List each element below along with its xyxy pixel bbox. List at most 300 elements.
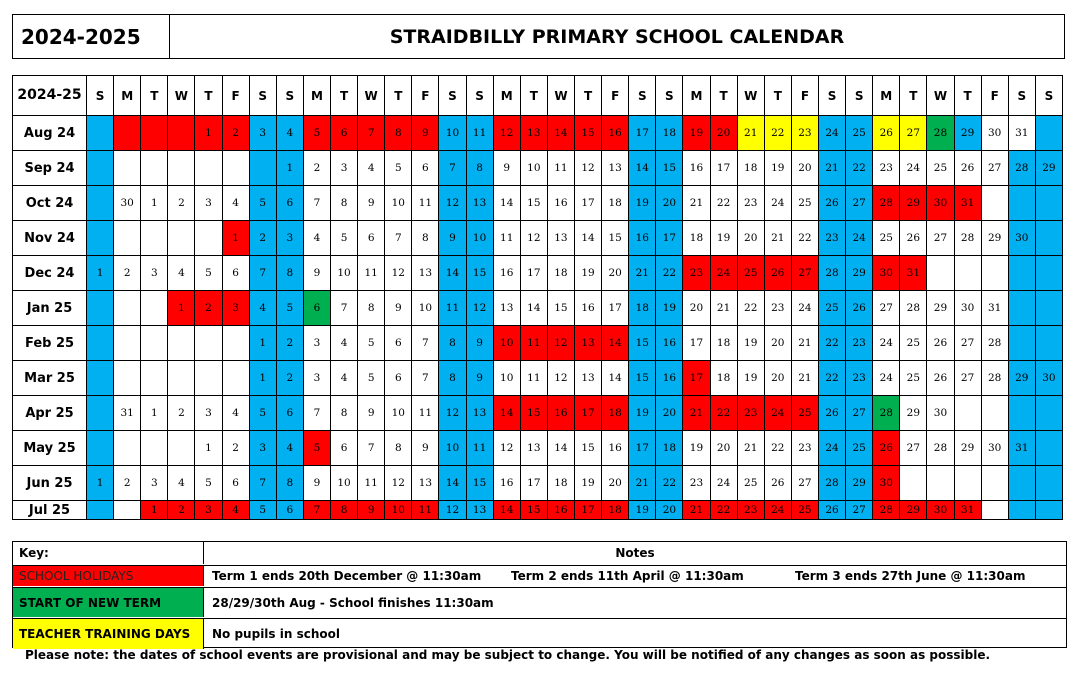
day-cell: 24	[764, 396, 791, 431]
day-cell: 15	[575, 116, 602, 151]
day-cell: 6	[358, 221, 385, 256]
day-cell: 27	[954, 326, 981, 361]
day-cell: 17	[575, 396, 602, 431]
day-cell: 2	[168, 396, 195, 431]
day-cell: 16	[493, 466, 520, 501]
day-header: S	[466, 76, 493, 116]
day-header: S	[249, 76, 276, 116]
day-cell	[87, 501, 114, 520]
day-cell: 25	[791, 501, 818, 520]
day-cell: 29	[1008, 361, 1035, 396]
day-cell: 4	[331, 361, 358, 396]
day-cell: 10	[520, 151, 547, 186]
day-cell: 31	[1008, 431, 1035, 466]
day-cell: 19	[656, 291, 683, 326]
day-cell: 3	[276, 221, 303, 256]
day-cell: 18	[710, 326, 737, 361]
day-cell: 28	[818, 256, 845, 291]
day-cell: 29	[900, 501, 927, 520]
day-cell: 16	[547, 186, 574, 221]
day-cell: 12	[547, 326, 574, 361]
day-cell: 1	[87, 256, 114, 291]
day-cell: 9	[358, 501, 385, 520]
day-cell: 2	[168, 186, 195, 221]
day-cell: 27	[927, 221, 954, 256]
day-cell: 19	[737, 326, 764, 361]
day-cell: 22	[818, 326, 845, 361]
day-header: M	[303, 76, 330, 116]
day-cell: 9	[385, 291, 412, 326]
day-cell: 26	[900, 221, 927, 256]
day-header: T	[385, 76, 412, 116]
day-cell: 28	[927, 116, 954, 151]
day-cell: 9	[358, 186, 385, 221]
day-cell: 23	[737, 396, 764, 431]
day-cell	[1035, 116, 1062, 151]
day-cell: 19	[737, 361, 764, 396]
day-cell: 17	[602, 291, 629, 326]
day-cell: 20	[710, 116, 737, 151]
day-cell: 26	[818, 501, 845, 520]
day-cell: 22	[737, 291, 764, 326]
day-cell: 9	[303, 256, 330, 291]
day-cell: 31	[981, 291, 1008, 326]
key-title: Key:	[13, 542, 204, 564]
day-cell: 7	[303, 396, 330, 431]
day-cell: 7	[439, 151, 466, 186]
day-cell: 7	[412, 361, 439, 396]
day-cell: 6	[222, 466, 249, 501]
day-cell: 23	[737, 186, 764, 221]
day-cell	[114, 116, 141, 151]
day-cell: 12	[520, 221, 547, 256]
day-cell: 27	[954, 361, 981, 396]
day-cell: 4	[358, 151, 385, 186]
month-row	[13, 151, 1063, 186]
day-cell: 28	[900, 291, 927, 326]
day-cell: 16	[493, 256, 520, 291]
day-cell: 27	[900, 431, 927, 466]
day-cell: 21	[791, 326, 818, 361]
day-cell: 13	[466, 501, 493, 520]
day-cell	[1035, 221, 1062, 256]
day-header: W	[168, 76, 195, 116]
day-cell: 13	[547, 221, 574, 256]
day-cell: 27	[791, 256, 818, 291]
day-cell: 24	[764, 186, 791, 221]
day-cell: 19	[764, 151, 791, 186]
day-cell: 18	[602, 501, 629, 520]
day-cell: 13	[575, 326, 602, 361]
day-cell: 7	[249, 256, 276, 291]
day-cell: 29	[927, 291, 954, 326]
day-cell: 20	[656, 396, 683, 431]
note-term-2: Term 2 ends 11th April @ 11:30am	[511, 569, 744, 583]
day-cell: 2	[168, 501, 195, 520]
day-cell	[168, 361, 195, 396]
day-cell	[141, 431, 168, 466]
day-cell: 20	[710, 431, 737, 466]
day-cell: 28	[873, 501, 900, 520]
day-cell	[1035, 186, 1062, 221]
month-row	[13, 186, 1063, 221]
month-row	[13, 396, 1063, 431]
day-cell: 7	[331, 291, 358, 326]
day-cell: 11	[358, 256, 385, 291]
day-cell: 12	[493, 116, 520, 151]
day-cell: 30	[927, 501, 954, 520]
day-cell: 28	[981, 361, 1008, 396]
day-cell: 16	[602, 116, 629, 151]
day-cell: 4	[276, 431, 303, 466]
calendar-corner-label: 2024-25	[13, 76, 87, 116]
day-cell: 29	[954, 431, 981, 466]
day-cell: 5	[358, 326, 385, 361]
month-row	[13, 361, 1063, 396]
day-cell: 2	[249, 221, 276, 256]
day-cell: 21	[683, 501, 710, 520]
day-cell	[87, 151, 114, 186]
month-label: Mar 25	[13, 361, 87, 396]
day-cell: 4	[168, 256, 195, 291]
day-cell: 10	[331, 466, 358, 501]
day-cell: 11	[547, 151, 574, 186]
day-cell: 19	[575, 256, 602, 291]
day-cell: 25	[900, 326, 927, 361]
day-cell: 14	[547, 431, 574, 466]
day-cell: 11	[439, 291, 466, 326]
day-header: T	[195, 76, 222, 116]
day-cell: 24	[818, 116, 845, 151]
day-cell	[87, 116, 114, 151]
day-cell	[954, 396, 981, 431]
day-cell: 7	[303, 186, 330, 221]
day-cell: 5	[331, 221, 358, 256]
day-cell	[981, 396, 1008, 431]
day-cell	[981, 256, 1008, 291]
day-cell: 24	[873, 326, 900, 361]
day-cell: 22	[710, 396, 737, 431]
day-cell: 3	[303, 326, 330, 361]
day-cell: 4	[331, 326, 358, 361]
day-cell: 22	[764, 116, 791, 151]
day-cell: 28	[1008, 151, 1035, 186]
day-cell	[1035, 291, 1062, 326]
day-cell: 2	[114, 466, 141, 501]
day-cell: 8	[385, 116, 412, 151]
day-cell: 22	[656, 256, 683, 291]
day-cell: 16	[656, 326, 683, 361]
day-cell: 18	[629, 291, 656, 326]
day-cell	[249, 151, 276, 186]
day-cell: 14	[547, 116, 574, 151]
day-cell	[141, 361, 168, 396]
day-cell: 13	[466, 186, 493, 221]
day-cell: 10	[466, 221, 493, 256]
day-cell: 7	[385, 221, 412, 256]
day-cell	[1008, 326, 1035, 361]
day-cell: 26	[818, 186, 845, 221]
day-cell: 10	[412, 291, 439, 326]
month-row	[13, 291, 1063, 326]
day-cell	[900, 466, 927, 501]
month-label: Dec 24	[13, 256, 87, 291]
day-cell	[954, 256, 981, 291]
day-cell: 6	[222, 256, 249, 291]
day-cell: 3	[195, 501, 222, 520]
day-cell: 21	[710, 291, 737, 326]
day-cell: 6	[303, 291, 330, 326]
day-cell: 25	[791, 396, 818, 431]
day-header: S	[439, 76, 466, 116]
day-cell: 23	[846, 361, 873, 396]
day-cell: 28	[981, 326, 1008, 361]
day-cell: 10	[331, 256, 358, 291]
day-cell: 27	[846, 186, 873, 221]
day-cell: 25	[900, 361, 927, 396]
day-header: F	[602, 76, 629, 116]
day-cell: 15	[602, 221, 629, 256]
note-training-days: No pupils in school	[212, 627, 340, 641]
day-cell: 14	[439, 466, 466, 501]
key-school-holidays: SCHOOL HOLIDAYS	[13, 566, 204, 586]
day-cell: 17	[683, 361, 710, 396]
day-cell: 15	[466, 256, 493, 291]
day-header: S	[629, 76, 656, 116]
day-cell	[114, 501, 141, 520]
month-label: May 25	[13, 431, 87, 466]
day-cell: 20	[656, 186, 683, 221]
day-header: S	[276, 76, 303, 116]
day-cell: 6	[412, 151, 439, 186]
day-cell: 1	[195, 116, 222, 151]
day-cell: 7	[303, 501, 330, 520]
day-cell: 13	[493, 291, 520, 326]
day-header: S	[1035, 76, 1062, 116]
day-cell: 17	[629, 116, 656, 151]
day-cell: 17	[683, 326, 710, 361]
day-cell	[87, 361, 114, 396]
day-cell: 11	[412, 396, 439, 431]
day-cell: 1	[141, 396, 168, 431]
day-cell: 23	[683, 466, 710, 501]
day-cell: 23	[737, 501, 764, 520]
month-label: Feb 25	[13, 326, 87, 361]
day-header: F	[981, 76, 1008, 116]
page-title: STRAIDBILLY PRIMARY SCHOOL CALENDAR	[389, 25, 845, 48]
day-cell: 4	[222, 396, 249, 431]
day-cell: 2	[195, 291, 222, 326]
day-cell	[87, 221, 114, 256]
day-cell	[1035, 396, 1062, 431]
day-cell: 11	[412, 501, 439, 520]
day-cell: 28	[954, 221, 981, 256]
calendar-header	[12, 14, 1065, 59]
day-header: W	[547, 76, 574, 116]
day-cell: 17	[629, 431, 656, 466]
day-cell: 25	[791, 186, 818, 221]
day-cell: 30	[981, 431, 1008, 466]
month-label: Oct 24	[13, 186, 87, 221]
note-term-1: Term 1 ends 20th December @ 11:30am	[212, 569, 482, 583]
day-cell: 14	[439, 256, 466, 291]
key-start-of-new-term: START OF NEW TERM	[13, 588, 204, 617]
day-cell: 12	[385, 466, 412, 501]
day-cell: 12	[493, 431, 520, 466]
day-cell: 9	[466, 326, 493, 361]
day-cell: 4	[222, 186, 249, 221]
day-header: T	[900, 76, 927, 116]
day-cell: 5	[249, 501, 276, 520]
day-cell: 20	[683, 291, 710, 326]
day-cell: 30	[954, 291, 981, 326]
day-cell: 23	[818, 221, 845, 256]
month-label: Apr 25	[13, 396, 87, 431]
day-cell: 22	[710, 186, 737, 221]
day-header: S	[846, 76, 873, 116]
day-cell: 20	[602, 256, 629, 291]
day-cell: 26	[927, 361, 954, 396]
day-cell: 31	[954, 186, 981, 221]
day-cell: 11	[466, 116, 493, 151]
month-label: Sep 24	[13, 151, 87, 186]
day-cell: 13	[466, 396, 493, 431]
day-cell: 28	[873, 396, 900, 431]
day-cell: 8	[466, 151, 493, 186]
day-cell: 20	[656, 501, 683, 520]
month-row	[13, 221, 1063, 256]
key-panel	[12, 541, 1067, 648]
day-header: F	[222, 76, 249, 116]
day-cell: 10	[385, 501, 412, 520]
day-cell: 9	[466, 361, 493, 396]
day-cell: 29	[1035, 151, 1062, 186]
day-cell: 2	[222, 116, 249, 151]
day-cell: 6	[331, 116, 358, 151]
day-cell: 5	[385, 151, 412, 186]
day-cell: 12	[466, 291, 493, 326]
month-label: Jun 25	[13, 466, 87, 501]
day-cell: 23	[683, 256, 710, 291]
day-cell: 6	[385, 361, 412, 396]
day-cell: 19	[710, 221, 737, 256]
day-cell: 8	[331, 186, 358, 221]
day-cell: 8	[331, 501, 358, 520]
day-cell: 7	[249, 466, 276, 501]
academic-year: 2024-2025	[13, 15, 170, 58]
day-cell: 21	[764, 221, 791, 256]
day-cell: 12	[575, 151, 602, 186]
day-cell: 17	[520, 256, 547, 291]
day-cell: 26	[764, 256, 791, 291]
day-cell: 10	[493, 361, 520, 396]
day-cell: 15	[629, 361, 656, 396]
day-cell	[927, 256, 954, 291]
day-header: T	[520, 76, 547, 116]
day-cell: 3	[222, 291, 249, 326]
day-cell: 9	[412, 431, 439, 466]
day-cell	[87, 291, 114, 326]
day-cell	[87, 431, 114, 466]
day-cell: 25	[846, 431, 873, 466]
day-cell: 3	[195, 396, 222, 431]
day-cell: 13	[412, 256, 439, 291]
day-cell: 30	[873, 466, 900, 501]
day-cell: 24	[710, 256, 737, 291]
day-cell: 19	[629, 396, 656, 431]
day-cell: 22	[846, 151, 873, 186]
day-cell: 24	[791, 291, 818, 326]
calendar-grid	[12, 75, 1063, 520]
day-cell: 31	[900, 256, 927, 291]
day-cell: 1	[222, 221, 249, 256]
day-cell: 18	[547, 466, 574, 501]
day-cell: 5	[249, 186, 276, 221]
day-cell: 18	[737, 151, 764, 186]
day-cell	[168, 151, 195, 186]
day-cell: 23	[873, 151, 900, 186]
day-header: T	[764, 76, 791, 116]
day-cell: 15	[547, 291, 574, 326]
day-cell	[1008, 501, 1035, 520]
day-cell: 13	[520, 431, 547, 466]
day-cell: 27	[846, 501, 873, 520]
day-header: S	[1008, 76, 1035, 116]
day-cell: 30	[981, 116, 1008, 151]
day-cell	[87, 186, 114, 221]
day-cell: 6	[385, 326, 412, 361]
day-cell: 10	[385, 186, 412, 221]
day-cell: 1	[87, 466, 114, 501]
day-cell: 16	[575, 291, 602, 326]
day-cell: 9	[303, 466, 330, 501]
day-cell: 3	[141, 256, 168, 291]
day-cell: 12	[547, 361, 574, 396]
day-header: W	[927, 76, 954, 116]
day-cell: 20	[791, 151, 818, 186]
day-cell: 16	[547, 396, 574, 431]
day-cell: 20	[764, 326, 791, 361]
day-cell: 3	[249, 116, 276, 151]
day-cell: 22	[818, 361, 845, 396]
day-cell	[927, 466, 954, 501]
day-cell: 28	[873, 186, 900, 221]
day-cell: 27	[846, 396, 873, 431]
day-cell: 26	[846, 291, 873, 326]
day-cell: 28	[818, 466, 845, 501]
day-cell: 10	[439, 431, 466, 466]
day-cell	[1008, 466, 1035, 501]
day-cell: 29	[900, 186, 927, 221]
day-cell: 27	[900, 116, 927, 151]
day-cell: 9	[358, 396, 385, 431]
month-row	[13, 466, 1063, 501]
day-cell: 1	[141, 501, 168, 520]
day-header: M	[114, 76, 141, 116]
day-cell: 8	[385, 431, 412, 466]
day-cell: 4	[276, 116, 303, 151]
month-row	[13, 501, 1063, 520]
day-cell: 30	[1008, 221, 1035, 256]
day-cell	[114, 431, 141, 466]
day-cell: 5	[303, 431, 330, 466]
day-cell: 7	[358, 116, 385, 151]
day-cell: 19	[629, 501, 656, 520]
month-row	[13, 431, 1063, 466]
day-cell	[168, 431, 195, 466]
day-cell: 14	[629, 151, 656, 186]
day-cell: 6	[276, 186, 303, 221]
